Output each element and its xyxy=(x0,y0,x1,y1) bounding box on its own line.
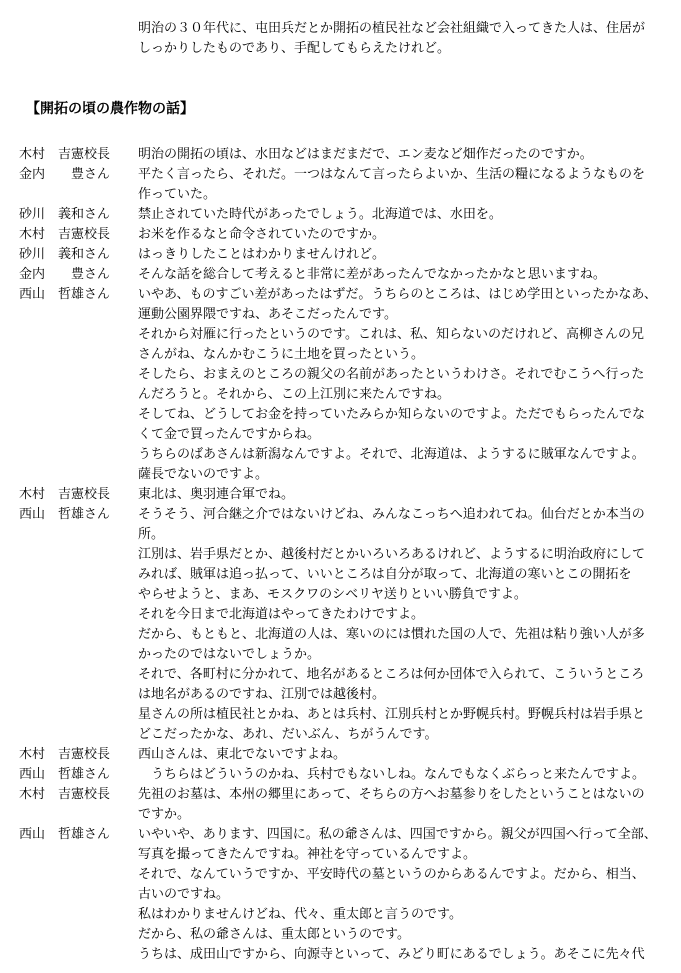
utterance xyxy=(138,745,668,765)
utterance-line: 写真を撮ってきたんですね。神社を守っているんですよ。 xyxy=(138,847,477,862)
speaker-name: 砂川 義和さん xyxy=(19,247,111,262)
utterance-line: それを今日まで北海道はやってきたわけですよ。 xyxy=(138,607,425,622)
speaker-name: 砂川 義和さん xyxy=(19,207,111,222)
utterance-line: 所。 xyxy=(138,527,165,542)
utterance-line: やらせようと、まあ、モスクワのシベリヤ送りといい勝負ですよ。 xyxy=(138,587,527,602)
utterance xyxy=(138,485,668,505)
utterance-line: それで、なんていうですか、平安時代の墓というのからあるんですよ。だから、相当、 xyxy=(138,867,645,882)
utterance-line: 薩長でないのですよ。 xyxy=(138,467,269,482)
utterance-line: だから、私の爺さんは、重太郎というのです。 xyxy=(138,927,410,942)
intro-paragraph xyxy=(138,19,668,59)
utterance xyxy=(138,765,668,785)
utterance xyxy=(138,165,668,205)
utterance xyxy=(138,505,668,745)
utterance-line: うちらはどういうのかね、兵村でもないしね。なんでもなくぶらっと来たんですよ。 xyxy=(138,767,646,782)
utterance-line: いやいや、あります、四国に。私の爺さんは、四国ですから。親父が四国へ行って全部、 xyxy=(138,827,657,842)
speaker-name: 木村 吉憲校長 xyxy=(19,487,111,502)
utterance xyxy=(138,285,668,485)
utterance-line: 東北は、奥羽連合軍でね。 xyxy=(138,487,295,502)
speaker-name: 木村 吉憲校長 xyxy=(19,227,111,242)
utterance xyxy=(138,825,668,965)
utterance-line: くて金で買ったんですからね。 xyxy=(138,427,321,442)
section-heading: 【開拓の頃の農作物の話】 xyxy=(26,101,194,117)
dialogue-entry xyxy=(0,825,681,965)
utterance-line: 星さんの所は植民社とかね、あとは兵村、江別兵村とか野幌兵村。野幌兵村は岩手県と xyxy=(138,707,646,722)
speaker-name: 西山 哲雄さん xyxy=(19,767,111,782)
utterance-line: 運動公園界隈ですね、あそこだったんです。 xyxy=(138,307,397,322)
dialogue-entry xyxy=(0,165,681,205)
speaker-name: 西山 哲雄さん xyxy=(19,287,111,302)
utterance-line: かったのではないでしょうか。 xyxy=(138,647,321,662)
utterance-line: さんがね、なんかむこうに土地を買ったという。 xyxy=(138,347,425,362)
speaker-name: 西山 哲雄さん xyxy=(19,827,111,842)
speaker-name: 木村 吉憲校長 xyxy=(19,747,111,762)
utterance-line: そしたら、おまえのところの親父の名前があったというわけさ。それでむこうへ行った xyxy=(138,367,645,382)
speaker-name: 金内 豊さん xyxy=(19,267,111,282)
utterance-line: 先祖のお墓は、本州の郷里にあって、そちらの方へお墓参りをしたということはないの xyxy=(138,787,645,802)
intro-line: しっかりしたものであり、手配してもらえたけれど。 xyxy=(138,41,451,56)
utterance-line: どこだったかな、あれ、だいぶん、ちがうんです。 xyxy=(138,727,438,742)
dialogue-entry xyxy=(0,485,681,505)
utterance-line: だから、もともと、北海道の人は、寒いのには慣れた国の人で、先祖は粘り強い人が多 xyxy=(138,627,645,642)
dialogue-entry xyxy=(0,225,681,245)
utterance-line: そしてね、どうしてお金を持っていたみらか知らないのですよ。ただでもらったんでな xyxy=(138,407,646,422)
dialogue-entry xyxy=(0,205,681,225)
speaker-name: 木村 吉憲校長 xyxy=(19,147,111,162)
utterance-line: んだろうと。それから、この上江別に来たんですね。 xyxy=(138,387,451,402)
dialogue-entry xyxy=(0,765,681,785)
speaker-name: 西山 哲雄さん xyxy=(19,507,111,522)
utterance-line: ですか。 xyxy=(138,807,191,822)
utterance-line: 江別は、岩手県だとか、越後村だとかいろいろあるけれど、ようするに明治政府にして xyxy=(138,547,646,562)
utterance-line: それで、各町村に分かれて、地名があるところは何か団体で入られて、こういうところ xyxy=(138,667,645,682)
utterance-line: 西山さんは、東北でないですよね。 xyxy=(138,747,347,762)
utterance-line: そうそう、河合継之介ではないけどね、みんなこっちへ追われてね。仙台だとか本当の xyxy=(138,507,645,522)
utterance-line: は地名があるのですね、江別では越後村。 xyxy=(138,687,386,702)
dialogue-list xyxy=(0,145,681,965)
utterance-line: みれば、賊軍は追っ払って、いいところは自分が取って、北海道の寒いとこの開拓を xyxy=(138,567,632,582)
utterance-line: はっきりしたことはわかりませんけれど。 xyxy=(138,247,386,262)
utterance-line: 明治の開拓の頃は、水田などはまだまだで、エン麦など畑作だったのですか。 xyxy=(138,147,593,162)
utterance-line: そんな話を総合して考えると非常に差があったんでなかったかなと思いますね。 xyxy=(138,267,606,282)
utterance-line: お米を作るなと命令されていたのですか。 xyxy=(138,227,386,242)
dialogue-entry xyxy=(0,265,681,285)
utterance-line: それから対雁に行ったというのです。これは、私、知らないのだけれど、高柳さんの兄 xyxy=(138,327,644,342)
utterance xyxy=(138,225,668,245)
dialogue-entry xyxy=(0,505,681,745)
utterance-line: いやあ、ものすごい差があったはずだ。うちらのところは、はじめ学田といったかなあ、 xyxy=(138,287,657,302)
utterance-line: 作っていた。 xyxy=(138,187,217,202)
utterance xyxy=(138,785,668,825)
dialogue-entry xyxy=(0,285,681,485)
utterance xyxy=(138,205,668,225)
dialogue-entry xyxy=(0,145,681,165)
utterance-line: 平たく言ったら、それだ。一つはなんて言ったらよいか、生活の糧になるようなものを xyxy=(138,167,646,182)
utterance-line: 私はわかりませんけどね、代々、重太郎と言うのです。 xyxy=(138,907,462,922)
utterance xyxy=(138,245,668,265)
dialogue-entry xyxy=(0,745,681,765)
utterance xyxy=(138,145,668,165)
speaker-name: 金内 豊さん xyxy=(19,167,111,182)
speaker-name: 木村 吉憲校長 xyxy=(19,787,111,802)
utterance-line: 古いのですね。 xyxy=(138,887,230,902)
utterance-line: 禁止されていた時代があったでしょう。北海道では、水田を。 xyxy=(138,207,502,222)
dialogue-entry xyxy=(0,785,681,825)
utterance-line: うちは、成田山ですから、向源寺といって、みどり町にあるでしょう。あそこに先々代 xyxy=(138,947,645,962)
intro-line: 明治の３０年代に、屯田兵だとか開拓の植民社など会社組織で入ってきた人は、住居が xyxy=(138,21,646,36)
utterance xyxy=(138,265,668,285)
utterance-line: うちらのばあさんは新潟なんですよ。それで、北海道は、ようするに賊軍なんですよ。 xyxy=(138,447,645,462)
dialogue-entry xyxy=(0,245,681,265)
